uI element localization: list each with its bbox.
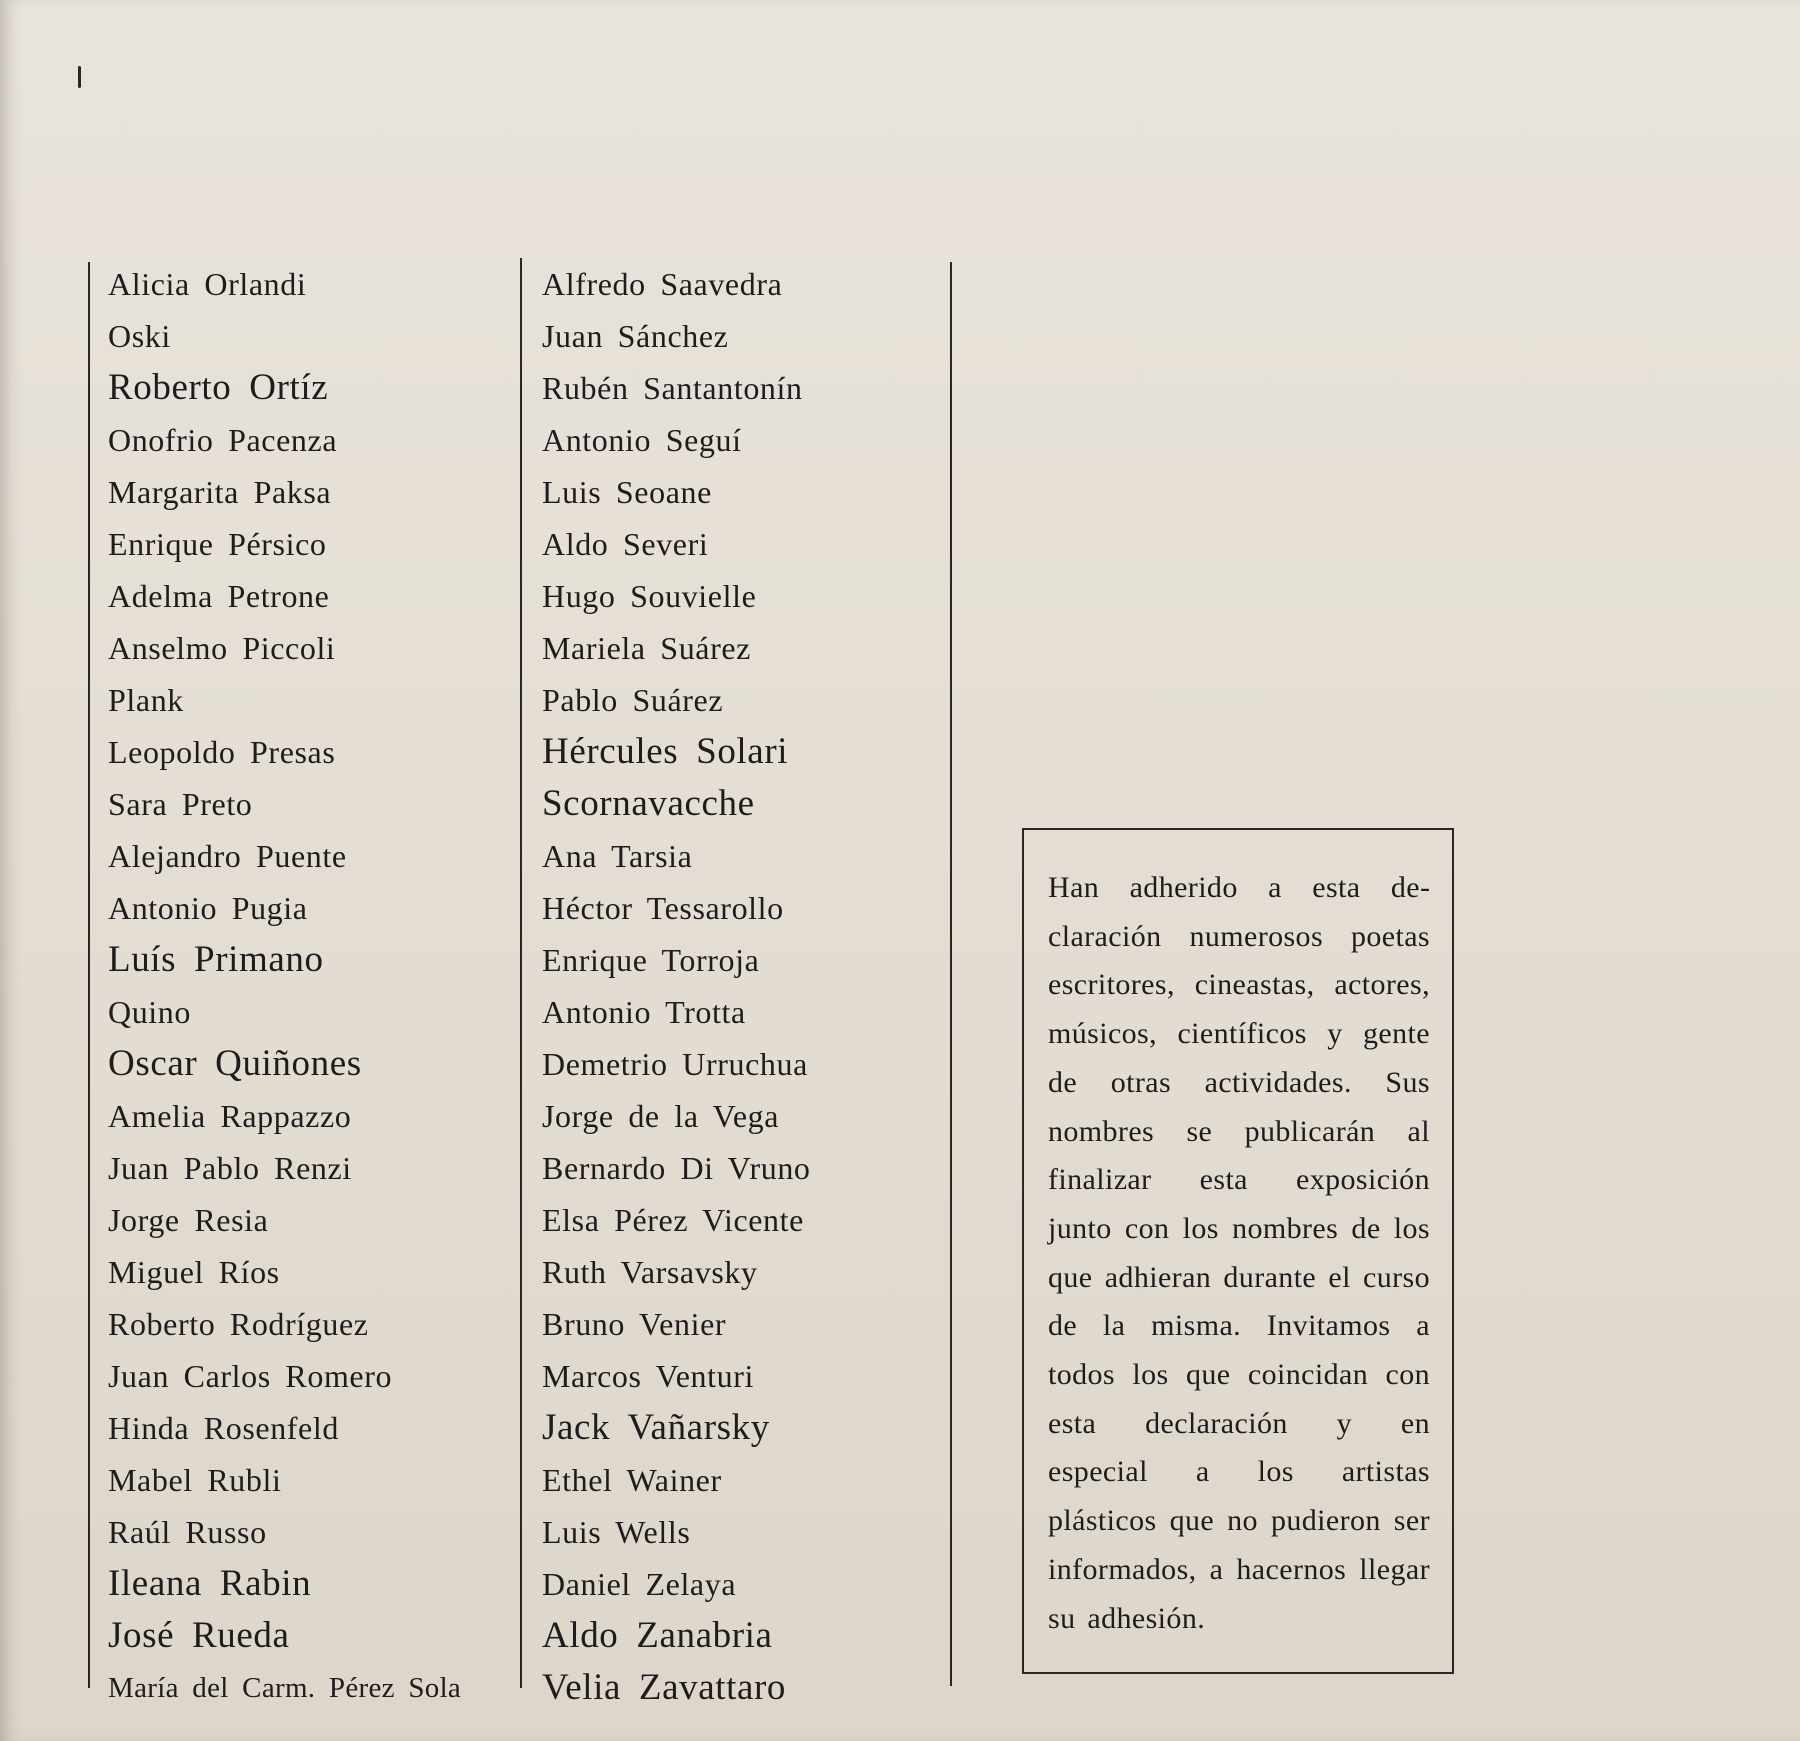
- list-item: Anselmo Piccoli: [108, 630, 336, 666]
- list-item: Sara Preto: [108, 786, 253, 822]
- list-item: Margarita Paksa: [108, 474, 332, 510]
- list-item: Alfredo Saavedra: [542, 266, 783, 302]
- list-item: Aldo Severi: [542, 526, 709, 562]
- list-item: Roberto Rodríguez: [108, 1306, 369, 1342]
- page-mark: [78, 66, 81, 88]
- list-item: Luis Seoane: [542, 474, 712, 510]
- names-column-1: [108, 258, 461, 1714]
- list-item: Alicia Orlandi: [108, 266, 307, 302]
- list-item: Aldo Zanabria: [542, 1615, 773, 1656]
- list-item: Bernardo Di Vruno: [542, 1150, 811, 1186]
- list-item: Enrique Pérsico: [108, 526, 327, 562]
- list-item: José Rueda: [108, 1615, 290, 1656]
- list-item: Velia Zavattaro: [542, 1667, 787, 1708]
- column-rule-right: [950, 262, 952, 1686]
- list-item: Juan Sánchez: [542, 318, 729, 354]
- list-item: Antonio Trotta: [542, 994, 746, 1030]
- list-item: Pablo Suárez: [542, 682, 724, 718]
- list-item: Plank: [108, 682, 184, 718]
- list-item: Ruth Varsavsky: [542, 1254, 758, 1290]
- list-item: Scornavacche: [542, 783, 755, 824]
- list-item: Rubén Santantonín: [542, 370, 803, 406]
- list-item: Antonio Seguí: [542, 422, 742, 458]
- column-rule-middle: [520, 258, 522, 1688]
- list-item: Ana Tarsia: [542, 838, 693, 874]
- list-item: Marcos Venturi: [542, 1358, 754, 1394]
- names-column-2: [542, 258, 811, 1714]
- list-item: Antonio Pugia: [108, 890, 308, 926]
- list-item: Jack Vañarsky: [542, 1407, 770, 1448]
- list-item: Enrique Torroja: [542, 942, 760, 978]
- list-item: Demetrio Urruchua: [542, 1046, 808, 1082]
- list-item: Hugo Souvielle: [542, 578, 757, 614]
- list-item: Héctor Tessarollo: [542, 890, 784, 926]
- list-item: Miguel Ríos: [108, 1254, 280, 1290]
- list-item: María del Carm. Pérez Sola: [108, 1672, 462, 1704]
- notice-box: [1022, 828, 1454, 1674]
- list-item: Amelia Rappazzo: [108, 1098, 352, 1134]
- list-item: Mariela Suárez: [542, 630, 751, 666]
- list-item: Mabel Rubli: [108, 1462, 282, 1498]
- list-item: Onofrio Pacenza: [108, 422, 338, 458]
- column-rule-left: [88, 262, 90, 1688]
- list-item: Quino: [108, 994, 191, 1030]
- list-item: Ileana Rabin: [108, 1563, 312, 1604]
- list-item: Daniel Zelaya: [542, 1566, 737, 1602]
- list-item: Raúl Russo: [108, 1514, 267, 1550]
- list-item: Juan Pablo Renzi: [108, 1150, 352, 1186]
- list-item: Jorge de la Vega: [542, 1098, 780, 1134]
- list-item: Hércules Solari: [542, 731, 789, 772]
- list-item: Bruno Venier: [542, 1306, 727, 1342]
- list-item: Luís Primano: [108, 939, 324, 980]
- list-item: Hinda Rosenfeld: [108, 1410, 339, 1446]
- list-item: Alejandro Puente: [108, 838, 347, 874]
- list-item: Jorge Resia: [108, 1202, 269, 1238]
- list-item: Oscar Quiñones: [108, 1043, 362, 1084]
- list-item: Oski: [108, 318, 171, 354]
- list-item: Ethel Wainer: [542, 1462, 722, 1498]
- list-item: Roberto Ortíz: [108, 367, 329, 408]
- list-item: Leopoldo Presas: [108, 734, 336, 770]
- list-item: Luis Wells: [542, 1514, 691, 1550]
- list-item: Elsa Pérez Vicente: [542, 1202, 804, 1238]
- notice-text: Han adherido a esta declaración numerosos poetas escritores, cineastas, actores, músicos, científicos y gente de otras actividades. Sus nombres se publicarán al finalizar esta exposición junto con los nombres de los que adhieran durante el curso de la misma. Invitamos a todos los que coincidan con esta declaración y en especial a los artistas plásticos que no pudieron ser informados, a hacernos llegar su adhesión.: [1048, 871, 1430, 1635]
- list-item: Juan Carlos Romero: [108, 1358, 393, 1394]
- list-item: Adelma Petrone: [108, 578, 330, 614]
